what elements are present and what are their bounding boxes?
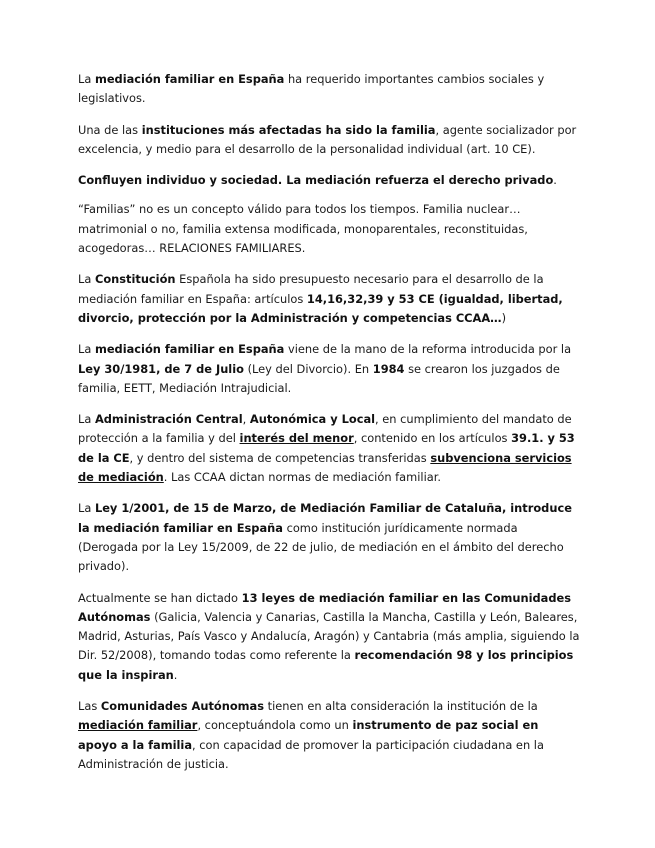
text-run: ha requerido importantes cambios sociales y legislativos. xyxy=(78,72,545,106)
bold-text: Comunidades Autónomas xyxy=(100,699,264,714)
paragraph xyxy=(78,340,581,398)
bold-text: Confluyen individuo y sociedad. La mediación refuerza el derecho privado xyxy=(78,173,554,188)
bold-text: recomendación 98 y los principios que la inspiran xyxy=(78,648,574,682)
paragraph xyxy=(78,70,581,109)
bold-text: Ley 1/2001, de 15 de Marzo, de Mediación Familiar de Cataluña, introduce la mediación familiar en España xyxy=(78,501,572,535)
paragraph xyxy=(78,697,581,774)
bold-text: 1984 xyxy=(372,361,405,376)
text-run: . Las CCAA dictan normas de mediación familiar. xyxy=(163,470,441,485)
text-run: “Familias” no es un concepto válido para todos los tiempos. Familia nuclear… matrimonial o no, familia extensa modificada, monoparentales, reconstituidas, acogedoras… RELACIONES FAMILIARES. xyxy=(78,202,528,256)
text-run: La xyxy=(78,412,95,427)
bold-text: Autonómica y Local xyxy=(249,412,376,427)
text-run: , agente socializador por excelencia, y medio para el desarrollo de la personalidad individual (art. 10 CE). xyxy=(78,122,577,156)
bold-text xyxy=(240,431,354,445)
paragraph xyxy=(78,171,581,190)
bold-text: instituciones más afectadas ha sido la familia xyxy=(141,122,436,137)
bold-text: Administración Central xyxy=(94,412,243,427)
text-run: ) xyxy=(501,310,507,325)
text-run: , xyxy=(242,412,250,427)
text-run: Las xyxy=(78,699,101,714)
text-run: como institución jurídicamente normada (Derogada por la Ley 15/2009, de 22 de julio, de mediación en el ámbito del derecho privado). xyxy=(78,520,564,574)
text-run: , con capacidad de promover la participación ciudadana en la Administración de justicia. xyxy=(78,737,544,771)
text-run: La xyxy=(78,72,95,86)
text-run: Una de las xyxy=(78,122,142,137)
bold-text: 14,16,32,39 y 53 CE (igualdad, libertad, divorcio, protección por la Administración y competencias CCAA… xyxy=(78,291,563,325)
text-run: tienen en alta consideración la institución de la xyxy=(264,699,538,714)
bold-text xyxy=(78,718,197,732)
bold-text: instrumento de paz social en apoyo a la familia xyxy=(78,718,539,752)
text-run: . xyxy=(553,173,557,188)
paragraph xyxy=(78,200,581,258)
bold-text: Ley 30/1981, de 7 de Julio xyxy=(78,361,244,376)
paragraph xyxy=(78,410,581,487)
underlined-bold-text: subvenciona servicios de mediación xyxy=(78,450,572,485)
bold-text: 13 leyes de mediación familiar en las Comunidades Autónomas xyxy=(78,590,572,624)
text-run: . xyxy=(173,667,178,682)
underlined-bold-text: interés del menor xyxy=(239,431,354,446)
text-run: , y dentro del sistema de competencias transferidas xyxy=(129,450,431,465)
text-run: Actualmente se han dictado xyxy=(78,590,242,605)
text-run: , contenido en los artículos xyxy=(353,431,512,446)
text-run: se crearon los juzgados de familia, EETT, Mediación Intrajudicial. xyxy=(78,361,560,395)
text-run: La xyxy=(78,342,95,357)
paragraph xyxy=(78,121,581,160)
text-run: (Ley del Divorcio). En xyxy=(243,361,373,376)
text-run: , en cumplimiento del mandato de protección a la familia y del xyxy=(78,412,572,446)
text-run: , conceptuándola como un xyxy=(197,718,353,733)
paragraph xyxy=(78,499,581,576)
text-run: La xyxy=(78,272,95,287)
paragraph xyxy=(78,270,581,328)
underlined-bold-text: mediación familiar xyxy=(78,718,198,733)
text-run: La xyxy=(78,501,95,516)
text-run: (Galicia, Valencia y Canarias, Castilla la Mancha, Castilla y León, Baleares, Madrid, Asturias, País Vasco y Andalucía, Aragón) y Cantabria (más amplia, siguiendo la Dir. 52/2008), tomando todas como referente la xyxy=(78,609,580,663)
bold-text: 39.1. y 53 de la CE xyxy=(78,431,575,465)
document-body xyxy=(78,70,581,774)
text-run: viene de la mano de la reforma introducida por la xyxy=(284,342,572,357)
bold-text: Constitución xyxy=(94,272,176,287)
text-run: Española ha sido presupuesto necesario para el desarrollo de la mediación familiar en España: artículos xyxy=(78,272,544,306)
bold-text: mediación familiar en España xyxy=(94,342,285,357)
paragraph xyxy=(78,589,581,685)
bold-text: mediación familiar en España xyxy=(94,72,285,86)
